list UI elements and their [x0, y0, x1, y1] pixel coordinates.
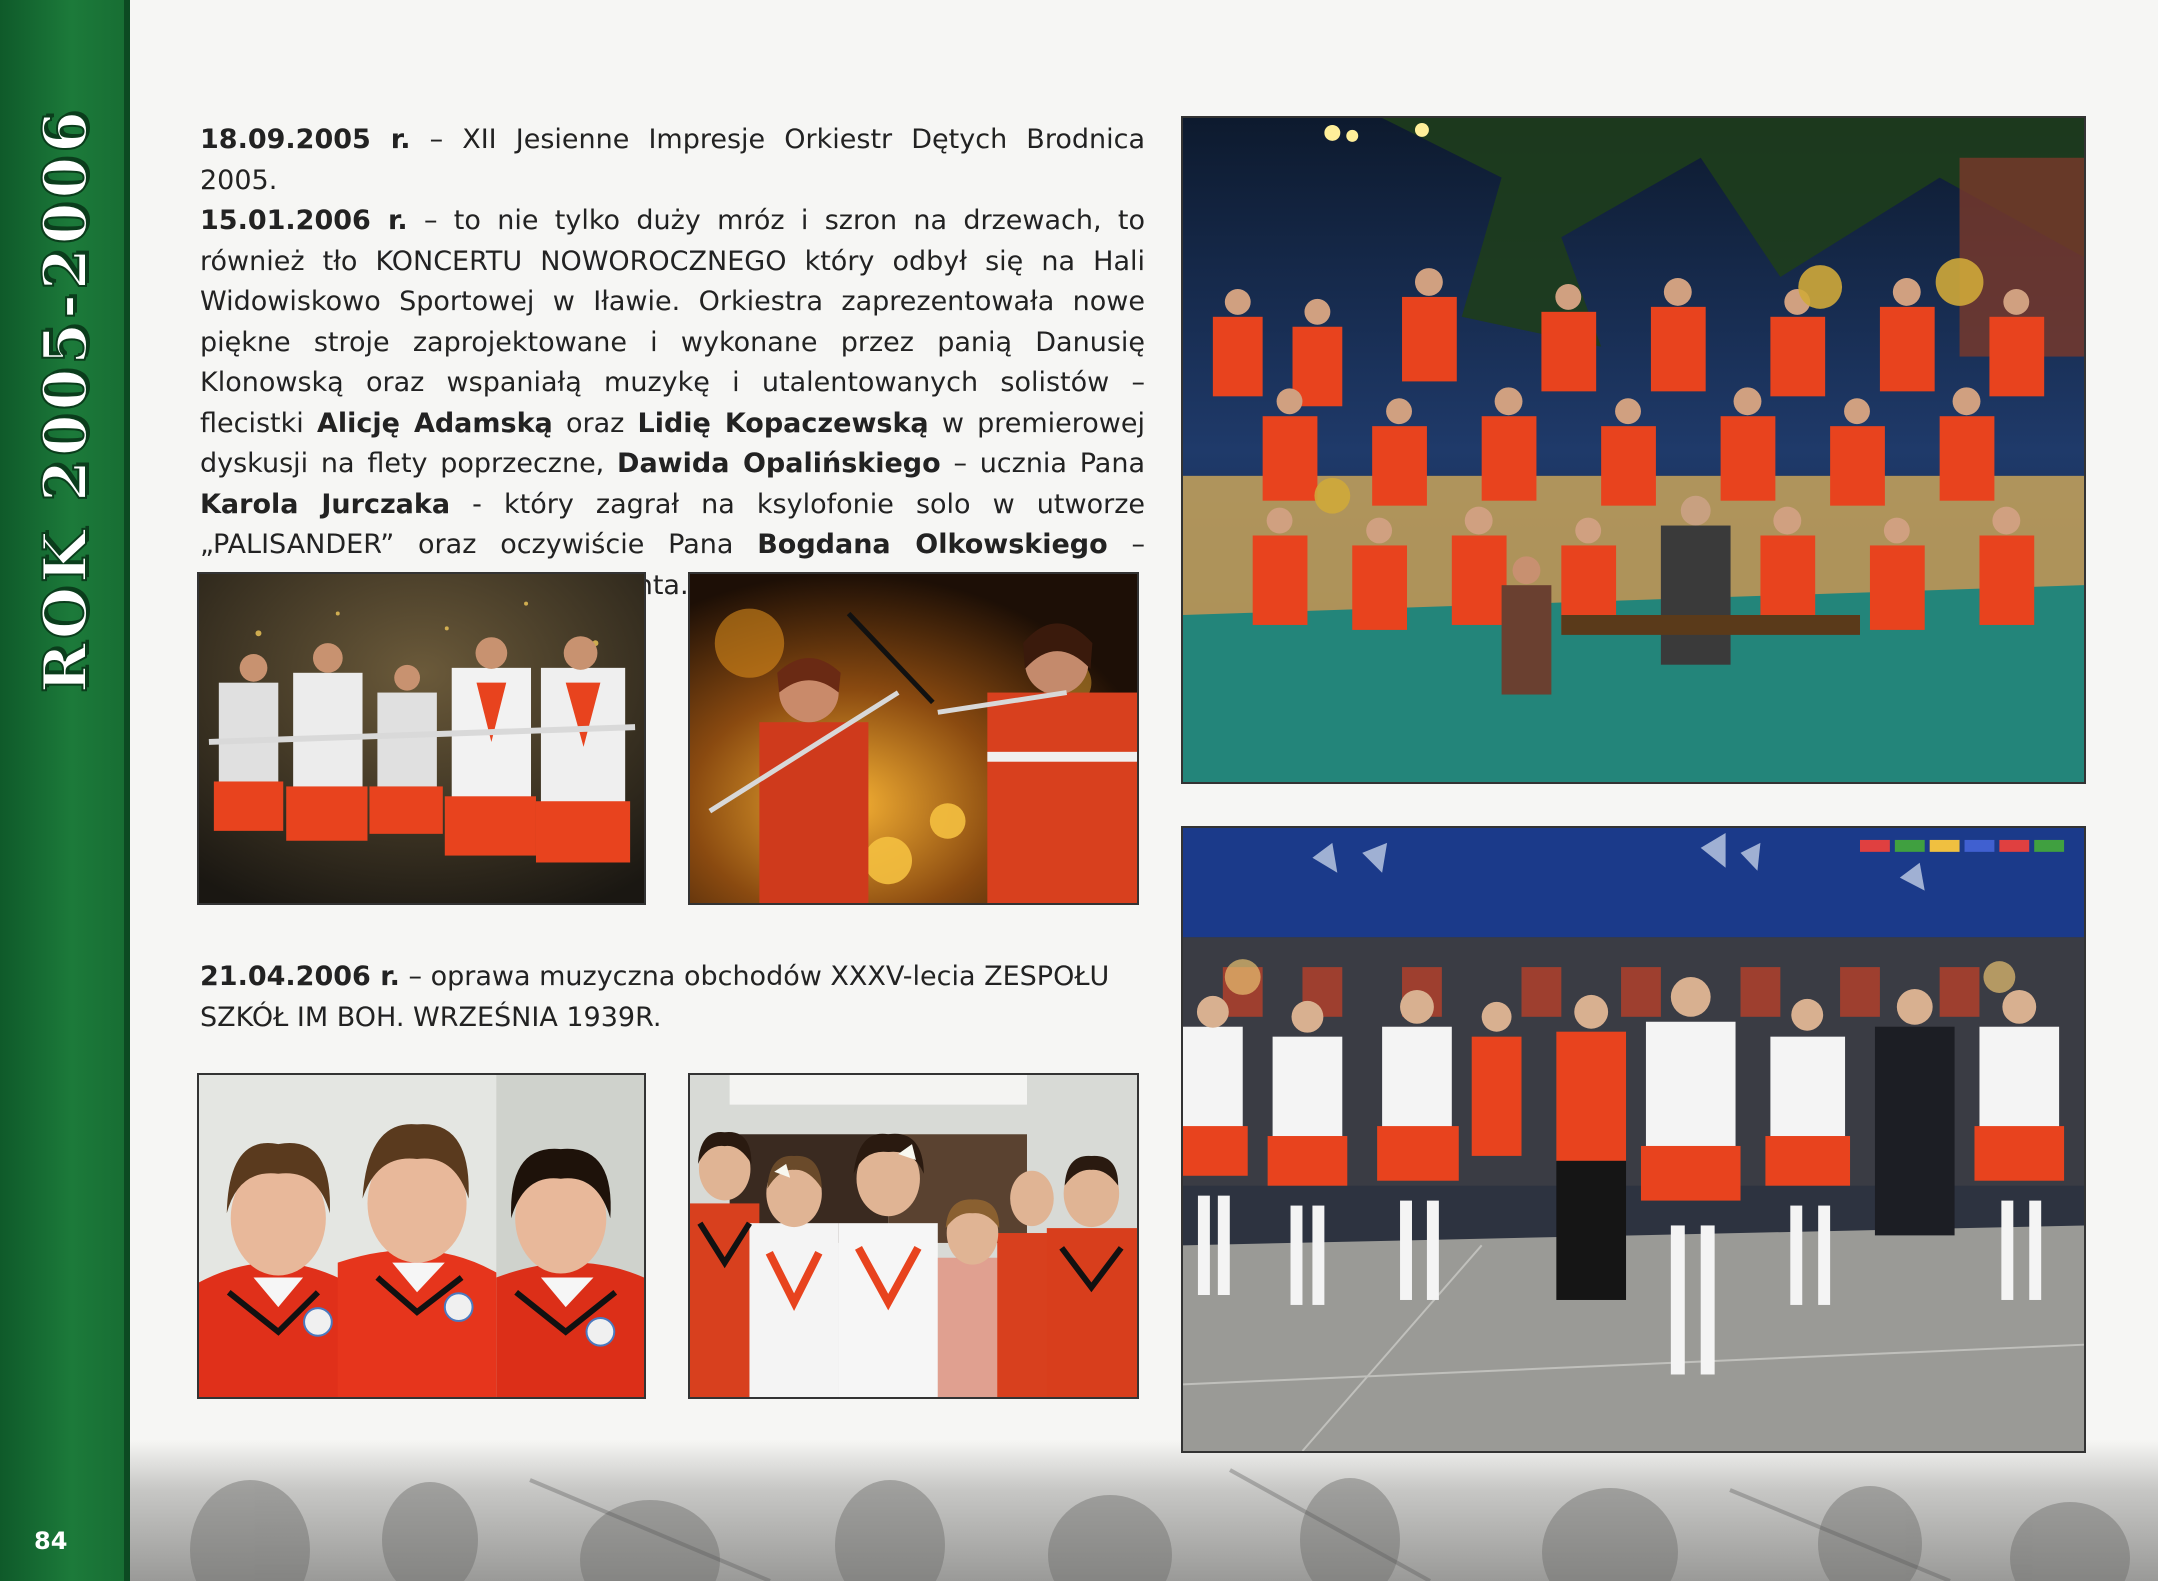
- line-new-year-concert: [200, 201, 1145, 606]
- year-label: ROK 2005-2006: [31, 106, 101, 694]
- conductor-name: Bogdana Olkowskiego: [757, 529, 1108, 560]
- text-2f: –: [1131, 529, 1145, 560]
- photo-flute-soloists: [688, 572, 1139, 905]
- text-2d: – ucznia Pana: [940, 448, 1145, 479]
- text-2c: w premierowej dyskusji na flety poprzeczne,: [200, 407, 1145, 479]
- photo-student-group: [688, 1073, 1139, 1399]
- line-brodnica: [200, 120, 1145, 201]
- soloist-name-2: Lidię Kopaczewską: [637, 407, 929, 439]
- photo-orchestra-stage: [1181, 116, 2086, 784]
- text-2e: - który zagrał na ksylofonie solo w utworze „PALISANDER” oraz oczywiście Pana: [200, 488, 1145, 560]
- text-2a: – to nie tylko duży mróz i szron na drzewach, to również tło KONCERTU NOWOROCZNEGO który odbył się na Hali Widowiskowo Sportowej w Iławie. Orkiestra zaprezentowała nowe piękne stroje zaprojektowane i wykonane przez panią Danusię Klonowską oraz wspaniałą muzykę i utalentowanych solistów – flecistki: [200, 205, 1145, 439]
- sidebar: [0, 0, 130, 1581]
- paragraph-anniversary: [200, 957, 1145, 1038]
- text-3: – oprawa muzyczna obchodów XXXV-lecia ZESPOŁU SZKÓŁ IM BOH. WRZEŚNIA 1939R.: [200, 961, 1110, 1033]
- text-2b: oraz: [552, 407, 638, 439]
- soloist-name-3: Dawida Opalińskiego: [617, 448, 941, 479]
- bottom-decorative-band: [130, 1440, 2158, 1581]
- sidebar-stripe: [124, 0, 130, 1581]
- teacher-name: Karola Jurczaka: [200, 488, 451, 520]
- paragraph-concert-description: [200, 120, 1145, 606]
- line-anniversary: [200, 957, 1145, 1038]
- photo-anniversary-ensemble: [1181, 826, 2086, 1453]
- photo-three-girls: [197, 1073, 646, 1399]
- date-3: 21.04.2006 r.: [200, 961, 400, 992]
- photo-majorettes-flutes: [197, 572, 646, 905]
- text-1: – XII Jesienne Impresje Orkiestr Dętych Brodnica 2005.: [200, 124, 1145, 196]
- soloist-name-1: Alicję Adamską: [316, 407, 553, 439]
- date-2: 15.01.2006 r.: [200, 205, 408, 236]
- page-number: 84: [34, 1527, 68, 1555]
- date-1: 18.09.2005 r.: [200, 124, 411, 155]
